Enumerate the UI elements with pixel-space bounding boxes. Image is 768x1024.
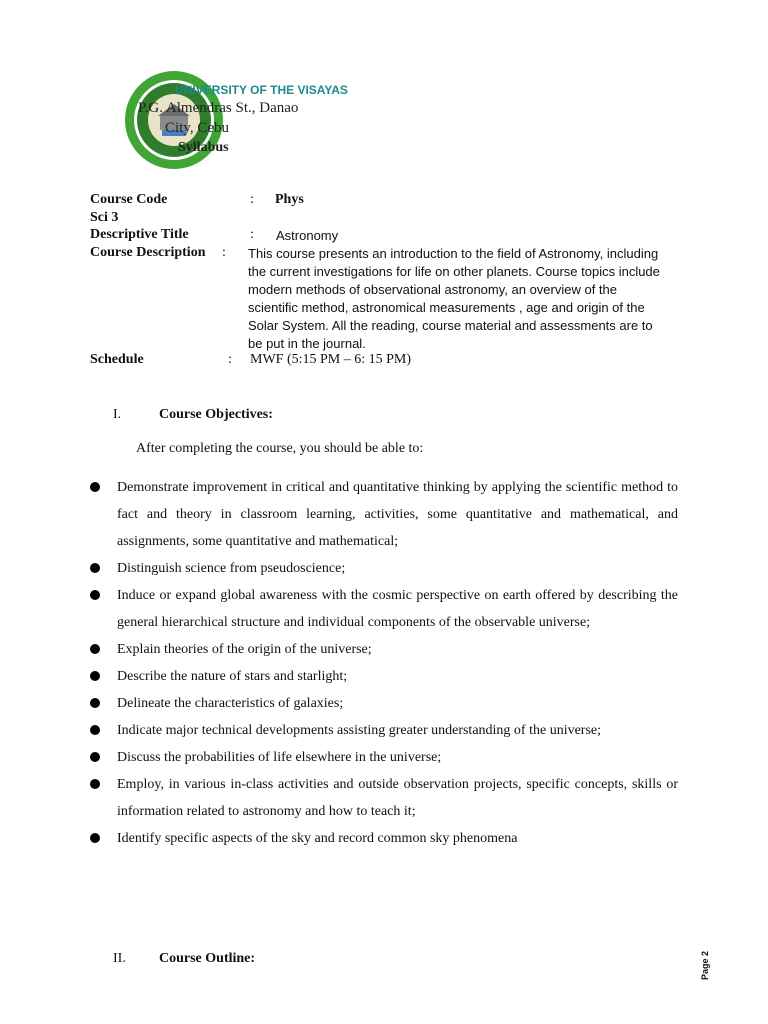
list-item bbox=[90, 825, 678, 852]
list-item bbox=[90, 474, 678, 555]
objective-text: Identify specific aspects of the sky and record common sky phenomena bbox=[117, 831, 518, 846]
bullet-icon bbox=[90, 698, 100, 708]
address-line-2: City, Cebu bbox=[165, 120, 230, 136]
section-2-numeral: II. bbox=[113, 951, 126, 966]
list-item bbox=[90, 771, 678, 825]
objectives-list bbox=[90, 474, 678, 852]
objective-text: Employ, in various in-class activities and outside observation projects, specific concepts, skills or information related to astronomy and how to teach it; bbox=[117, 777, 678, 819]
list-item bbox=[90, 690, 678, 717]
bullet-icon bbox=[90, 725, 100, 735]
objective-text: Distinguish science from pseudoscience; bbox=[117, 561, 346, 576]
descriptive-title-value: Astronomy bbox=[276, 228, 339, 243]
address-line-1: P.G. Almendras St., Danao bbox=[138, 100, 299, 116]
document-title: Syllabus bbox=[178, 140, 229, 155]
objective-text: Demonstrate improvement in critical and quantitative thinking by applying the scientific method to fact and theory in classroom learning, activities, some quantitative and mathematical, and assignments, some quantitative and mathematical; bbox=[117, 480, 678, 549]
page-number: Page 2 bbox=[700, 950, 710, 980]
list-item bbox=[90, 555, 678, 582]
bullet-icon bbox=[90, 671, 100, 681]
bullet-icon bbox=[90, 644, 100, 654]
bullet-icon bbox=[90, 482, 100, 492]
course-code-value-cont: Sci 3 bbox=[90, 210, 119, 225]
schedule-value: MWF (5:15 PM – 6: 15 PM) bbox=[250, 352, 412, 367]
schedule-label: Schedule bbox=[90, 352, 144, 367]
course-description-colon: : bbox=[222, 245, 226, 260]
objective-text: Explain theories of the origin of the universe; bbox=[117, 642, 372, 657]
course-code-value: Phys bbox=[275, 192, 304, 207]
list-item bbox=[90, 717, 678, 744]
section-2-title: Course Outline: bbox=[159, 951, 256, 966]
section-1-title: Course Objectives: bbox=[159, 407, 273, 422]
objective-text: Induce or expand global awareness with the cosmic perspective on earth offered by describing the general hierarchical structure and individual components of the observable universe; bbox=[117, 588, 678, 630]
course-code-colon: : bbox=[250, 192, 254, 207]
bullet-icon bbox=[90, 779, 100, 789]
university-name: UNIVERSITY OF THE VISAYAS bbox=[175, 83, 348, 97]
descriptive-title-colon: : bbox=[250, 227, 254, 242]
bullet-icon bbox=[90, 563, 100, 573]
objective-text: Delineate the characteristics of galaxies; bbox=[117, 696, 344, 711]
course-description-text: This course presents an introduction to the field of Astronomy, including the current investigations for life on other planets. Course topics include modern methods of observational astronomy, an overview of the scientific method, astronomical measurements , age and origin of the Solar System. All the reading, course material and assessments are to be put in the journal. bbox=[248, 246, 660, 351]
bullet-icon bbox=[90, 752, 100, 762]
section-1-numeral: I. bbox=[113, 407, 122, 422]
bullet-icon bbox=[90, 590, 100, 600]
objective-text: Indicate major technical developments assisting greater understanding of the universe; bbox=[117, 723, 602, 738]
descriptive-title-label: Descriptive Title bbox=[90, 227, 189, 242]
objective-text: Discuss the probabilities of life elsewhere in the universe; bbox=[117, 750, 442, 765]
schedule-colon: : bbox=[228, 352, 232, 367]
list-item bbox=[90, 744, 678, 771]
course-code-label: Course Code bbox=[90, 192, 168, 207]
list-item bbox=[90, 636, 678, 663]
course-description-label: Course Description bbox=[90, 245, 206, 260]
objectives-intro: After completing the course, you should be able to: bbox=[136, 441, 424, 456]
list-item bbox=[90, 663, 678, 690]
list-item bbox=[90, 582, 678, 636]
bullet-icon bbox=[90, 833, 100, 843]
objective-text: Describe the nature of stars and starlight; bbox=[117, 669, 348, 684]
